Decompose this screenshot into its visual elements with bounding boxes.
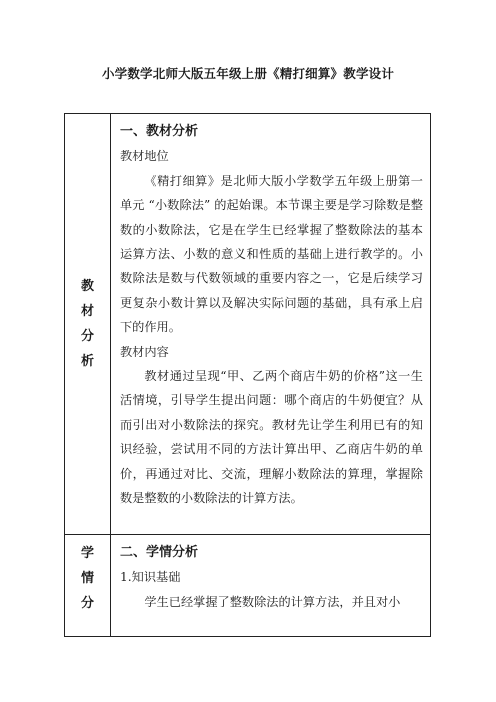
row-label-char: 教	[80, 279, 94, 294]
lesson-plan-table	[64, 113, 431, 637]
content-cell-student-analysis	[111, 535, 431, 637]
row-label-student-analysis	[65, 535, 111, 637]
row-label-char: 析	[80, 354, 94, 369]
row-label-textbook-analysis	[65, 114, 111, 535]
subheading-textbook-position: 教材地位	[120, 149, 169, 164]
row-label-char: 情	[80, 571, 94, 586]
section-heading: 一、教材分析	[120, 124, 199, 139]
row-label-char: 材	[80, 304, 94, 319]
row-label-char: 分	[80, 596, 94, 611]
paragraph-textbook-position: 《精打细算》是北师大版小学数学五年级上册第一单元 “小数除法” 的起始课。本节课主要是学习除数是整数的小数除法，它是在学生已经掌握了整数除法的基本运算方法、小数的意义和性质的基础上进行教学的。小数除法是数与代数领域的重要内容之一，它是后续学习更复杂小数计算以及解决实际问题的基础，具有承上启下的作用。	[120, 173, 423, 335]
row-label-char: 分	[80, 329, 94, 344]
content-cell-textbook-analysis	[111, 114, 431, 535]
subheading-textbook-content: 教材内容	[120, 344, 169, 359]
paragraph-textbook-content: 教材通过呈现“甲、乙两个商店牛奶的价格”这一生活情境，引导学生提出问题：哪个商店的牛奶便宜？从而引出对小数除法的探究。教材先让学生利用已有的知识经验，尝试用不同的方法计算出甲、乙商店牛奶的单价，再通过对比、交流，理解小数除法的算理，掌握除数是整数的小数除法的计算方法。	[120, 369, 423, 506]
table-row-student-analysis	[65, 535, 431, 637]
section-heading: 二、学情分析	[120, 545, 199, 560]
paragraph-knowledge-basis: 学生已经掌握了整数除法的计算方法，并且对小	[144, 594, 401, 609]
table-row-textbook-analysis	[65, 114, 431, 535]
subheading-knowledge-basis: 1.知识基础	[120, 570, 181, 585]
row-label-char: 学	[80, 546, 94, 561]
document-title: 小学数学北师大版五年级上册《精打细算》教学设计	[101, 66, 395, 81]
